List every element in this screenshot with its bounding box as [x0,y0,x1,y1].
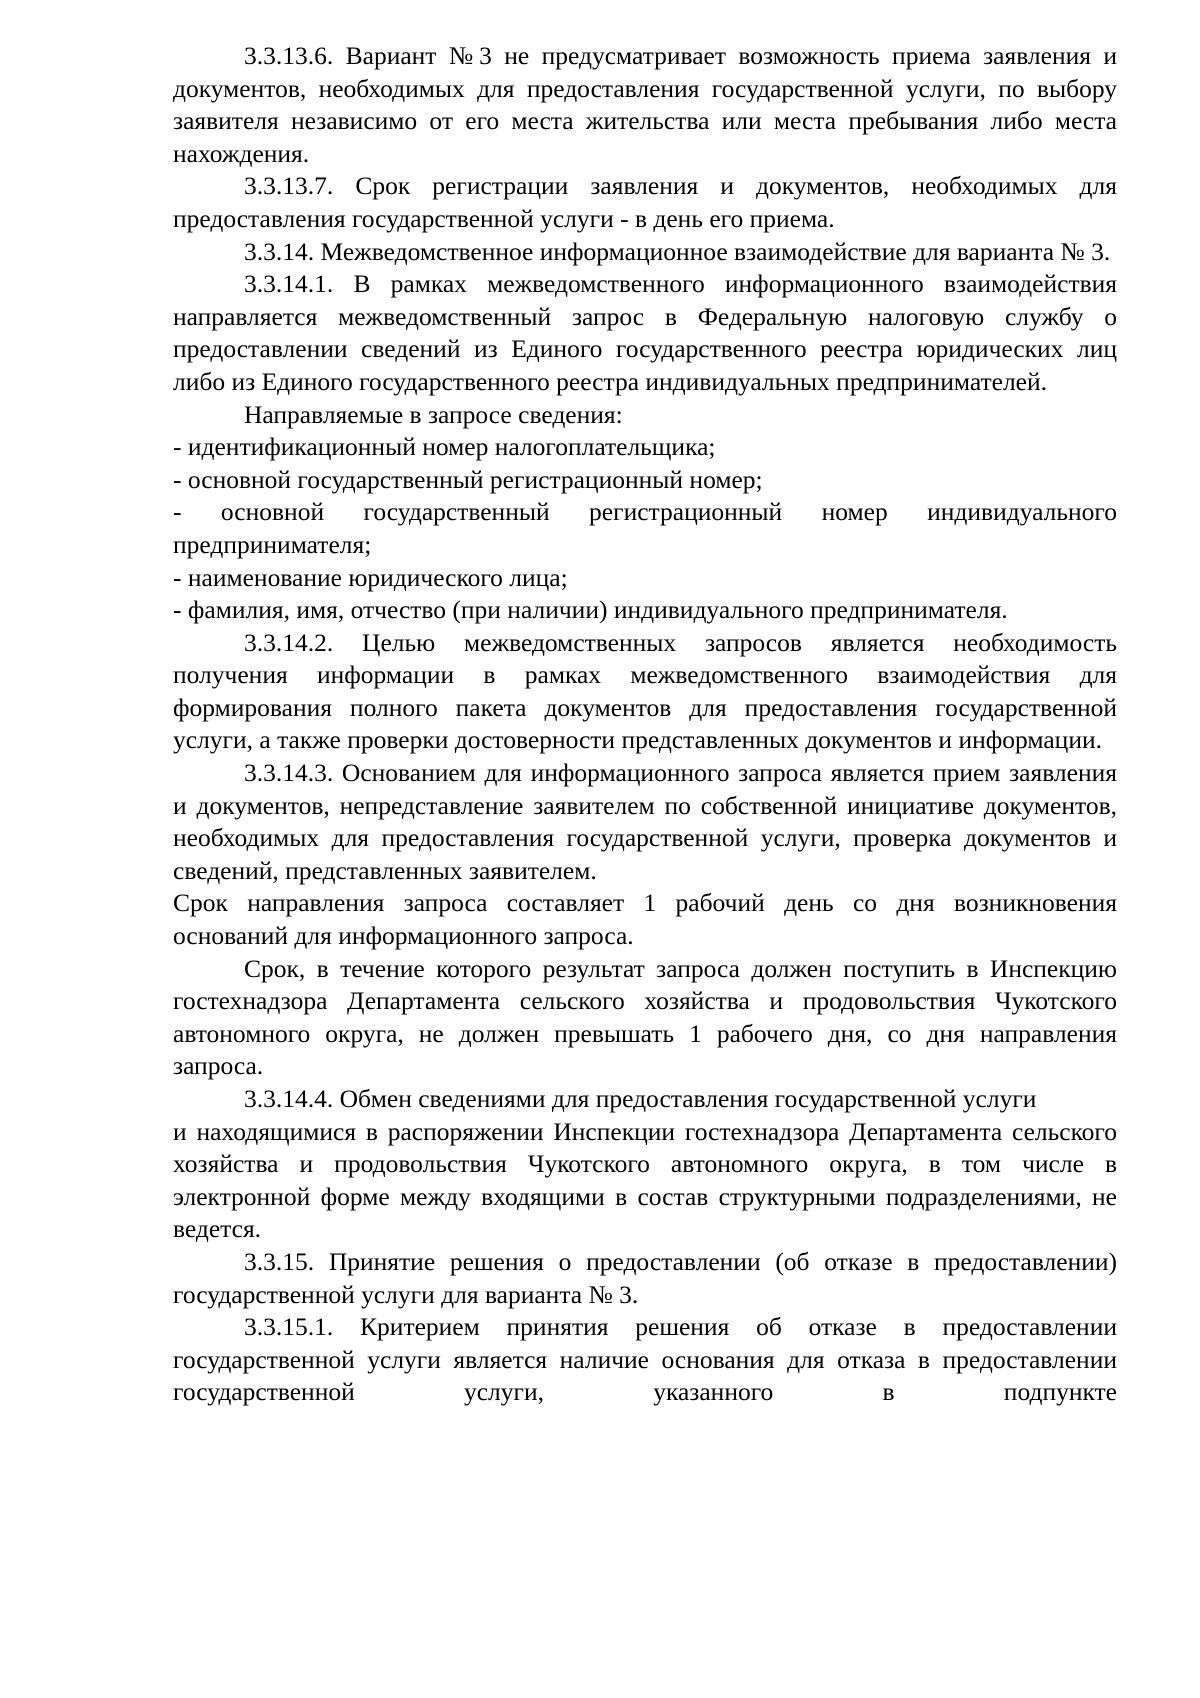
paragraph-3-3-14: 3.3.14. Межведомственное информационное взаимодействие для варианта № 3. [244,236,1111,266]
paragraph-3-3-14-4: 3.3.14.4. Обмен сведениями для предоставления государственной услуги [244,1084,1037,1113]
paragraph-3-3-13-7: 3.3.13.7. Срок регистрации заявления и документов, необходимых для предоставления государственной услуги - в день его приема. [173,171,1117,233]
list-item-full-name: - фамилия, имя, отчество (при наличии) индивидуального предпринимателя. [173,595,1008,625]
paragraph-request-fields-intro: Направляемые в запросе сведения: [244,399,623,429]
list-item-inn: - идентификационный номер налогоплательщика; [173,432,716,462]
paragraph-3-3-14-3: 3.3.14.3. Основанием для информационного запроса является прием заявления и документов, непредставление заявителем по собственной инициативе документов, необходимых для предоставления государственной услуги, проверка документов и сведений, представленных заявителем. [173,758,1117,885]
paragraph-3-3-13-6: 3.3.13.6. Вариант №3 не предусматривает возможность приема заявления и документов, необходимых для предоставления государственной услуги, по выбору заявителя независимо от его места жительства или места пребывания либо места нахождения. [173,41,1117,168]
paragraph-request-deadline: Срок направления запроса составляет 1 рабочий день со дня возникновения оснований для информационного запроса. [173,888,1117,951]
paragraph-3-3-14-4-continued: и находящимися в распоряжении Инспекции гостехнадзора Департамента сельского хозяйства и продовольствия Чукотского автономного округа, в том числе в электронной форме между входящими в состав структурными подразделениями, не ведется. [173,1116,1117,1244]
paragraph-response-deadline: Срок, в течение которого результат запроса должен поступить в Инспекцию гостехнадзора Департамента сельского хозяйства и продовольствия Чукотского автономного округа, не должен превышать 1 рабочего дня, со дня направления запроса. [173,953,1117,1081]
paragraph-3-3-15-1: 3.3.15.1. Критерием принятия решения об отказе в предоставлении государственной услуги является наличие основания для отказа в предоставлении государственной услуги, указанного в подпункте [173,1312,1117,1407]
list-item-ogrn: - основной государственный регистрационный номер; [173,464,763,494]
document-page [173,40,1117,1409]
list-item-ogrnip: - основной государственный регистрационный номер индивидуального предпринимателя; [173,497,1117,559]
paragraph-3-3-14-2: 3.3.14.2. Целью межведомственных запросов является необходимость получения информации в рамках межведомственного взаимодействия для формирования полного пакета документов для предоставления государственной услуги, а также проверки достоверности представленных документов и информации. [173,627,1117,755]
paragraph-3-3-14-1: 3.3.14.1. В рамках межведомственного информационного взаимодействия направляется межведомственный запрос в Федеральную налоговую службу о предоставлении сведений из Единого государственного реестра юридических лиц либо из Единого государственного реестра индивидуальных предпринимателей. [173,269,1117,396]
list-item-legal-name: - наименование юридического лица; [173,562,568,592]
paragraph-3-3-15: 3.3.15. Принятие решения о предоставлении (об отказе в предоставлении) государственной услуги для варианта № 3. [173,1246,1117,1309]
